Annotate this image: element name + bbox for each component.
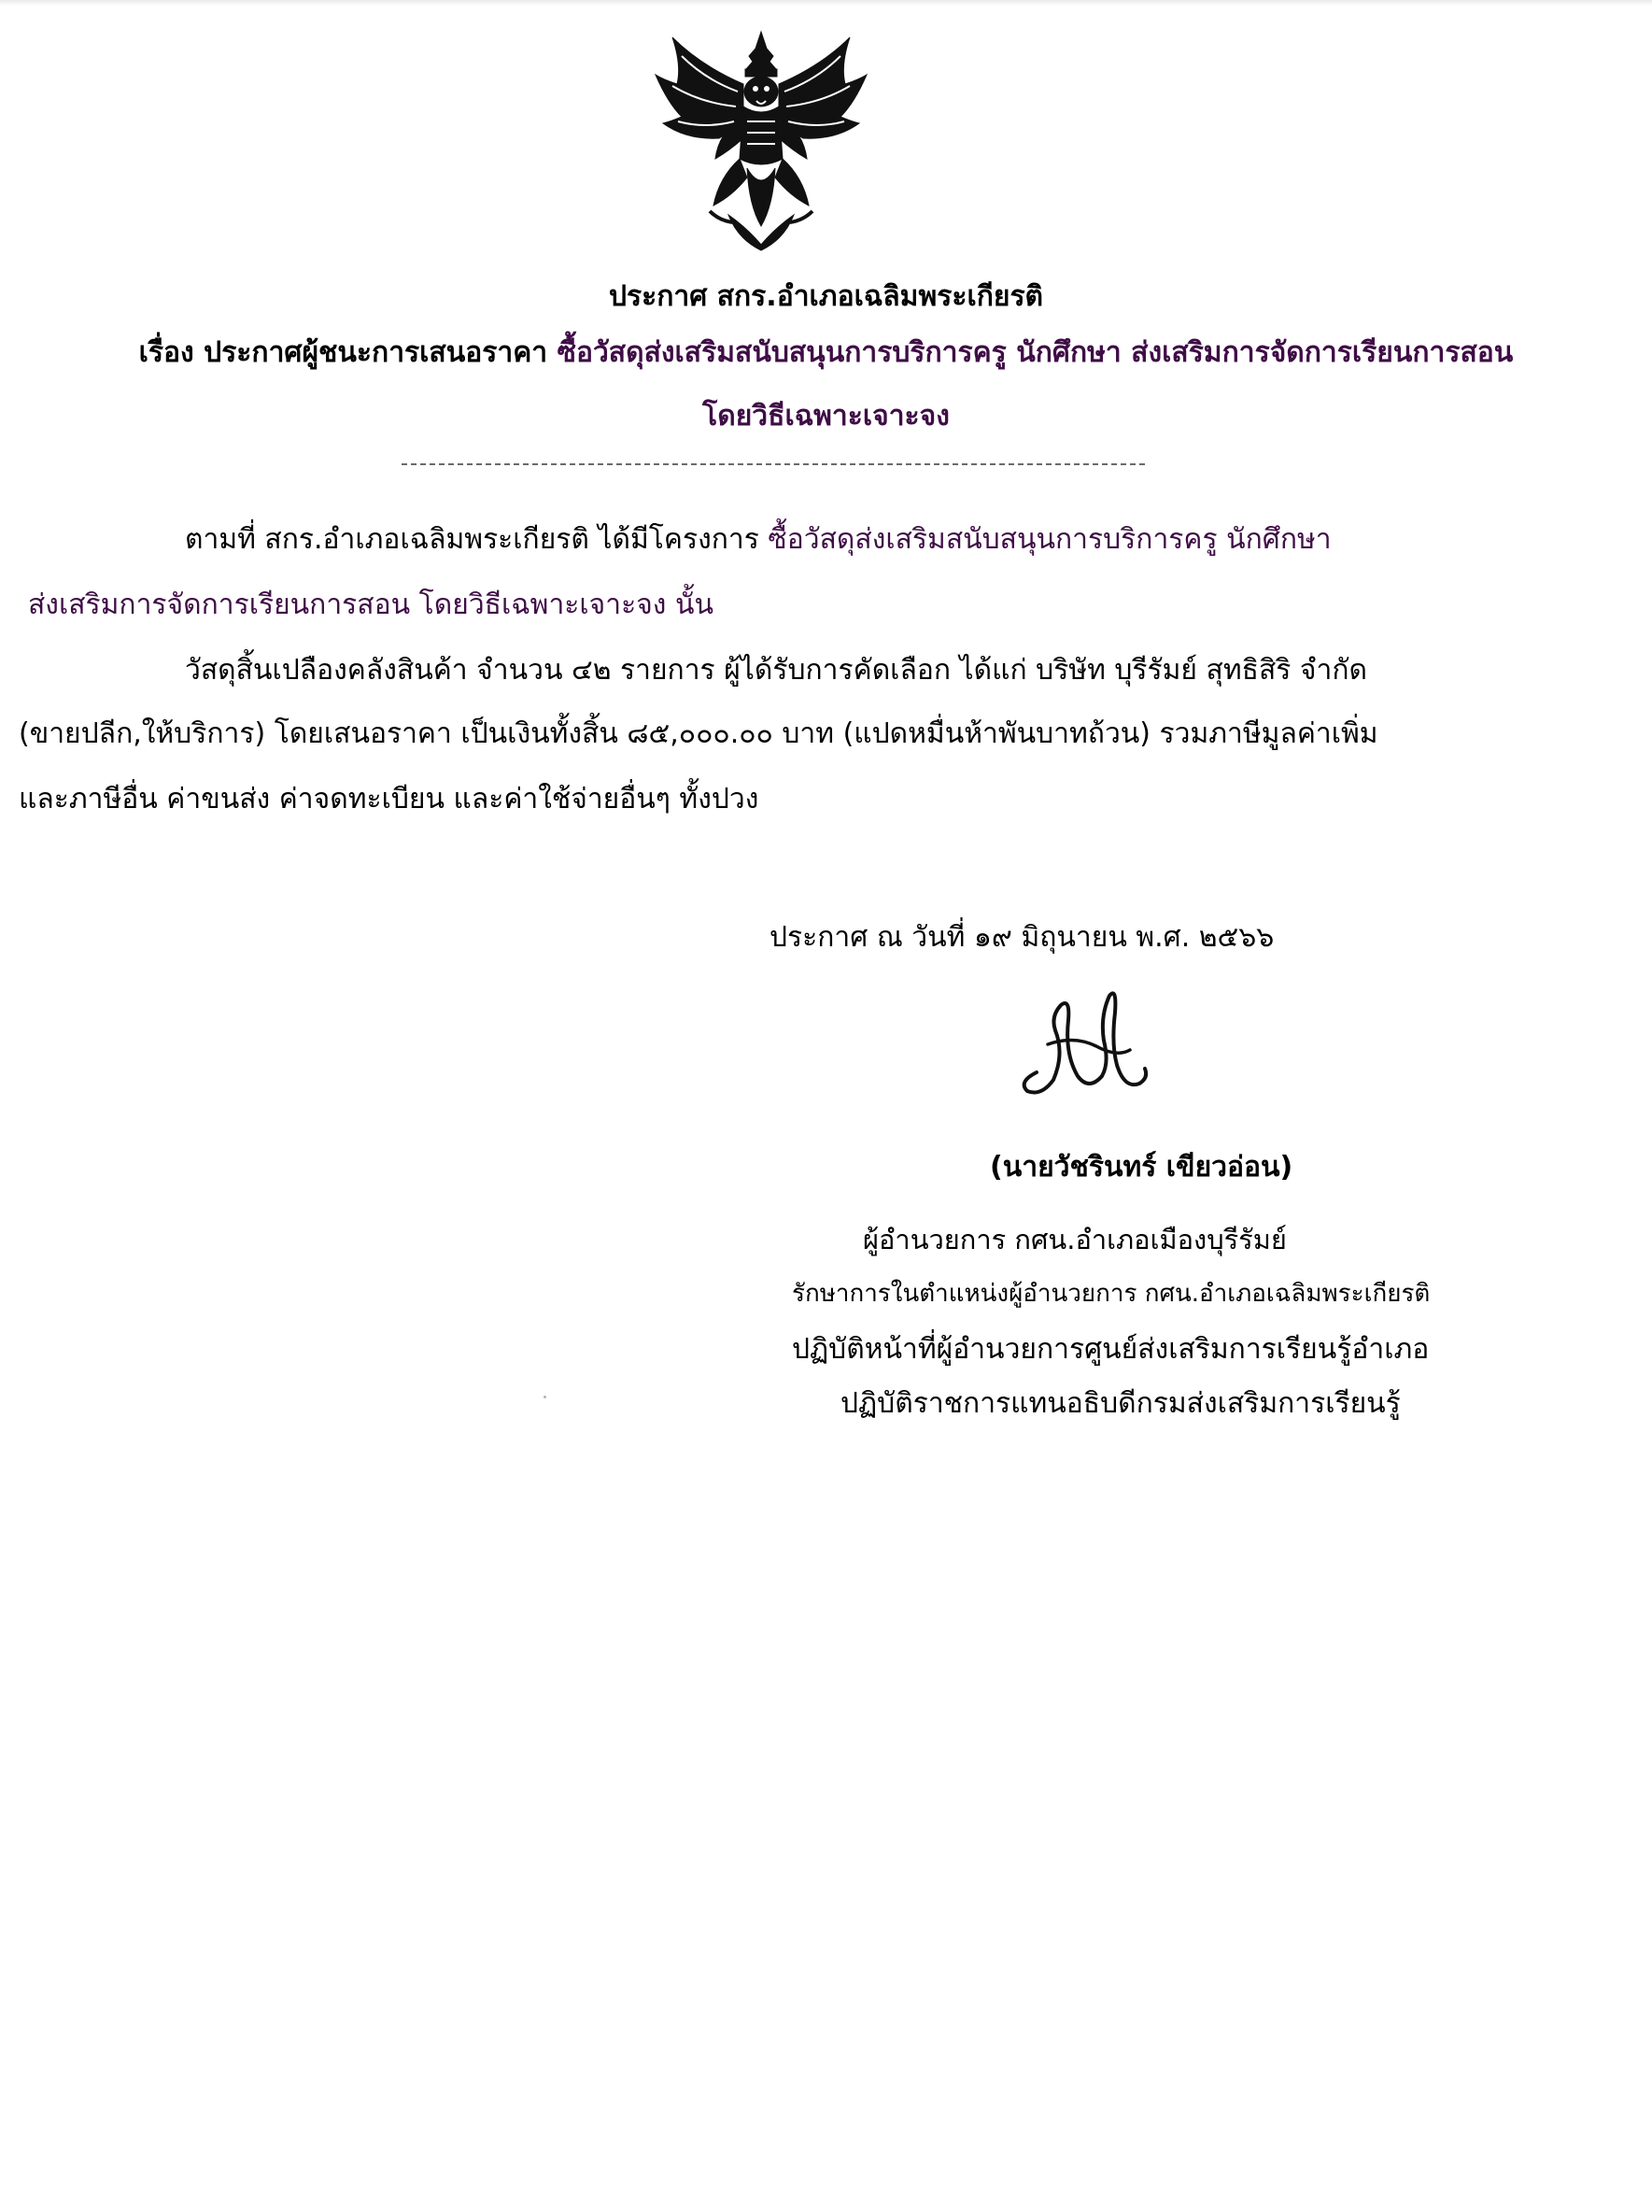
announce-date: ประกาศ ณ วันที่ ๑๙ มิถุนายน พ.ศ. ๒๕๖๖ <box>770 921 1275 954</box>
signatory-position-3: ปฏิบัติหน้าที่ผู้อำนวยการศูนย์ส่งเสริมการเรียนรู้อำเภอ <box>792 1333 1430 1366</box>
subject-project: ซื้อวัสดุส่งเสริมสนับสนุนการบริการครู นักศึกษา ส่งเสริมการจัดการเรียนการสอน <box>557 336 1514 369</box>
announcement-title: ประกาศ สกร.อำเภอเฉลิมพระเกียรติ <box>608 280 1044 313</box>
body-line-4: (ขายปลีก,ให้บริการ) โดยเสนอราคา เป็นเงินทั้งสิ้น ๘๕,๐๐๐.๐๐ บาท (แปดหมื่นห้าพันบาทถ้วน) รวมภาษีมูลค่าเพิ่ม <box>19 717 1378 750</box>
signatory-position-2: รักษาการในตำแหน่งผู้อำนวยการ กศน.อำเภอเฉลิมพระเกียรติ <box>792 1280 1431 1308</box>
announcement-subject <box>0 333 1652 374</box>
body-line-2: ส่งเสริมการจัดการเรียนการสอน โดยวิธีเฉพาะเจาะจง นั้น <box>28 588 713 621</box>
body-line-1-prefix: ตามที่ สกร.อำเภอเฉลิมพระเกียรติ ได้มีโครงการ <box>185 523 759 556</box>
procurement-method: โดยวิธีเฉพาะเจาะจง <box>702 400 950 432</box>
subject-prefix: เรื่อง ประกาศผู้ชนะการเสนอราคา <box>138 336 548 369</box>
scan-speck <box>544 1396 546 1398</box>
signatory-position-4: ปฏิบัติราชการแทนอธิบดีกรมส่งเสริมการเรียนรู้ <box>840 1387 1401 1420</box>
body-line-1 <box>185 519 1332 560</box>
header-divider <box>402 463 1145 465</box>
body-line-3: วัสดุสิ้นเปลืองคลังสินค้า จำนวน ๔๒ รายการ ผู้ได้รับการคัดเลือก ได้แก่ บริษัท บุรีรัมย์ สุทธิสิริ จำกัด <box>185 654 1367 687</box>
signatory-position-1: ผู้อำนวยการ กศน.อำเภอเมืองบุรีรัมย์ <box>863 1224 1287 1255</box>
body-line-5: และภาษีอื่น ค่าขนส่ง ค่าจดทะเบียน และค่าใช้จ่ายอื่นๆ ทั้งปวง <box>19 783 759 815</box>
signature-mark <box>999 979 1167 1100</box>
signatory-name: (นายวัชรินทร์ เขียวอ่อน) <box>990 1151 1293 1184</box>
garuda-emblem <box>654 28 868 252</box>
body-line-1-project: ซื้อวัสดุส่งเสริมสนับสนุนการบริการครู นักศึกษา <box>768 523 1332 556</box>
scan-edge-shadow <box>0 0 1652 6</box>
